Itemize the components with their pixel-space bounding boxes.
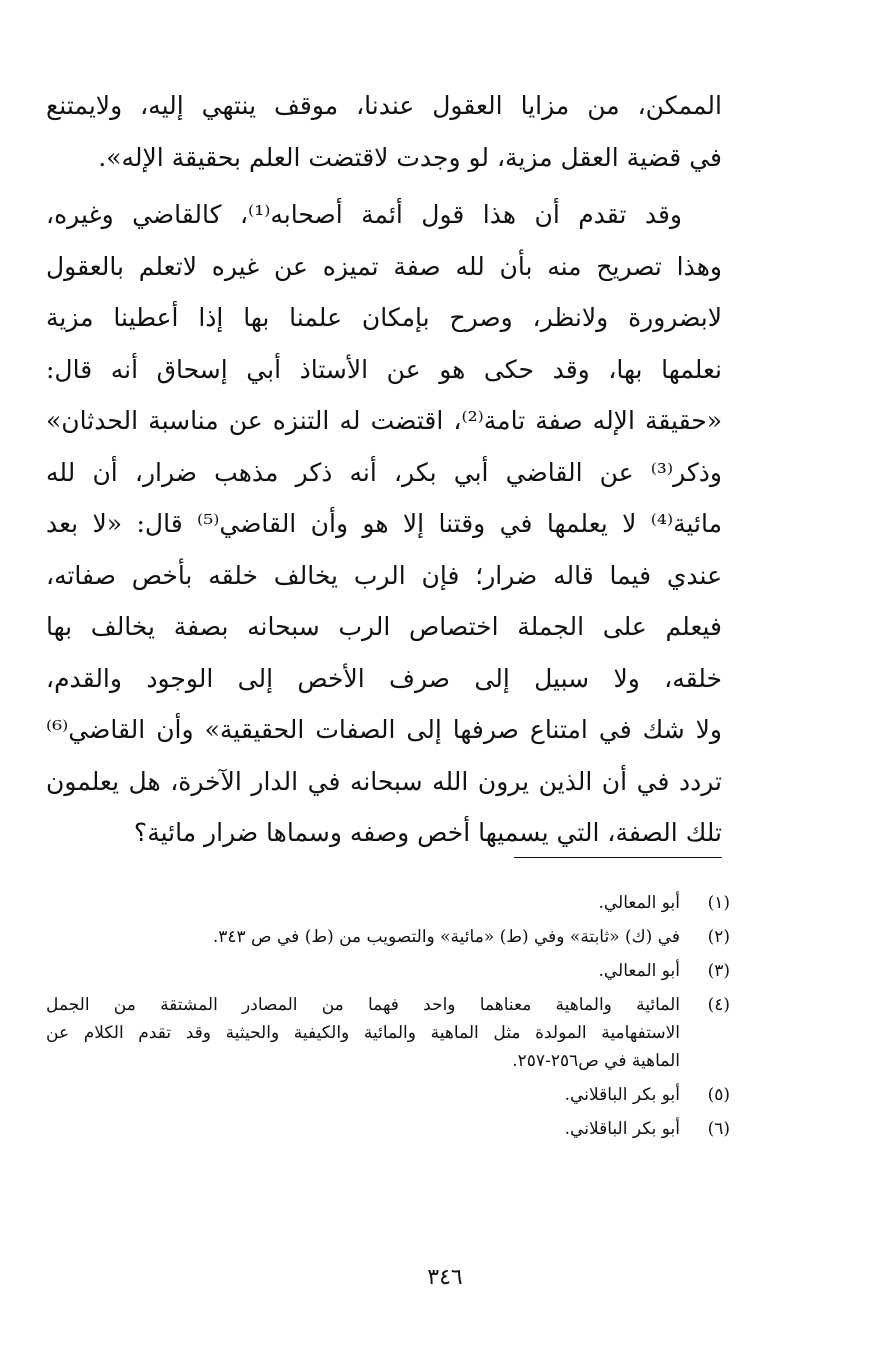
text-line: وقد تقدم أن هذا قول أئمة أصحابه⁽¹⁾، كالقاضي وغيره، — [46, 200, 682, 229]
text-line: فيعلم على الجملة اختصاص الرب سبحانه بصفة يخالف بها — [46, 612, 722, 641]
footnote — [46, 1115, 730, 1143]
footnote-text: في (ك) «ثابتة» وفي (ط) «مائية» والتصويب من (ط) في ص ٣٤٣. — [212, 927, 680, 947]
footnote-text: الاستفهامية المولدة مثل الماهية والمائية والكيفية والحيثية وقد تقدم الكلام عن — [46, 1023, 680, 1043]
footnote-text: أبو المعالي. — [598, 961, 680, 981]
footnote-number: (٥) — [707, 1085, 730, 1105]
footnote — [46, 1081, 730, 1109]
text-line: عندي فيما قاله ضرار؛ فإن الرب يخالف خلقه بأخص صفاته، — [46, 560, 722, 590]
text-line: نعلمها بها، وقد حكى هو عن الأستاذ أبي إسحاق أنه قال: — [46, 354, 722, 384]
text-line: وذكر⁽³⁾ عن القاضي أبي بكر، أنه ذكر مذهب ضرار، أن لله — [46, 457, 722, 487]
footnote-text: أبو بكر الباقلاني. — [564, 1119, 680, 1139]
footnote-number: (١) — [707, 893, 730, 913]
text-line: تلك الصفة، التي يسميها أخص وصفه وسماها ضرار مائية؟ — [133, 818, 722, 847]
text-line: لابضرورة ولانظر، وصرح بإمكان علمنا بها إذا أعطينا مزية — [46, 303, 722, 332]
footnote-text: الماهية في ص٢٥٦-٢٥٧. — [512, 1051, 680, 1071]
main-text — [46, 80, 722, 859]
footnote — [46, 991, 730, 1075]
footnote-number: (٢) — [707, 927, 730, 947]
footnote-number: (٣) — [707, 961, 730, 981]
text-line: «حقيقة الإله صفة تامة⁽²⁾، اقتضت له التنزه عن مناسبة الحدثان» — [46, 406, 722, 435]
footnote-text: المائية والماهية معناهما واحد فهما من المصادر المشتقة من الجمل — [46, 995, 680, 1015]
footnote — [46, 923, 730, 951]
footnote-text: أبو بكر الباقلاني. — [564, 1085, 680, 1105]
footnote-text: أبو المعالي. — [598, 893, 680, 913]
footnote-number: (٤) — [707, 995, 730, 1015]
footnote — [46, 889, 730, 917]
text-line: وهذا تصريح منه بأن لله صفة تميزه عن غيره لاتعلم بالعقول — [46, 251, 722, 281]
footnotes — [46, 889, 730, 1149]
footnote-number: (٦) — [707, 1119, 730, 1139]
text-line: في قضية العقل مزية، لو وجدت لاقتضت العلم بحقيقة الإله». — [98, 142, 722, 172]
page-number: ٣٤٦ — [427, 1265, 463, 1290]
footnote-separator — [514, 857, 722, 858]
text-line: ولا شك في امتناع صرفها إلى الصفات الحقيقية» وأن القاضي⁽⁶⁾ — [46, 715, 722, 744]
text-line: مائية⁽⁴⁾ لا يعلمها في وقتنا إلا هو وأن القاضي⁽⁵⁾ قال: «لا بعد — [46, 509, 722, 538]
text-line: تردد في أن الذين يرون الله سبحانه في الدار الآخرة، هل يعلمون — [46, 766, 722, 796]
footnote — [46, 957, 730, 985]
text-line: الممكن، من مزايا العقول عندنا، موقف ينتهي إليه، ولايمتنع — [46, 91, 722, 120]
text-line: خلقه، ولا سبيل إلى صرف الأخص إلى الوجود والقدم، — [46, 663, 722, 693]
